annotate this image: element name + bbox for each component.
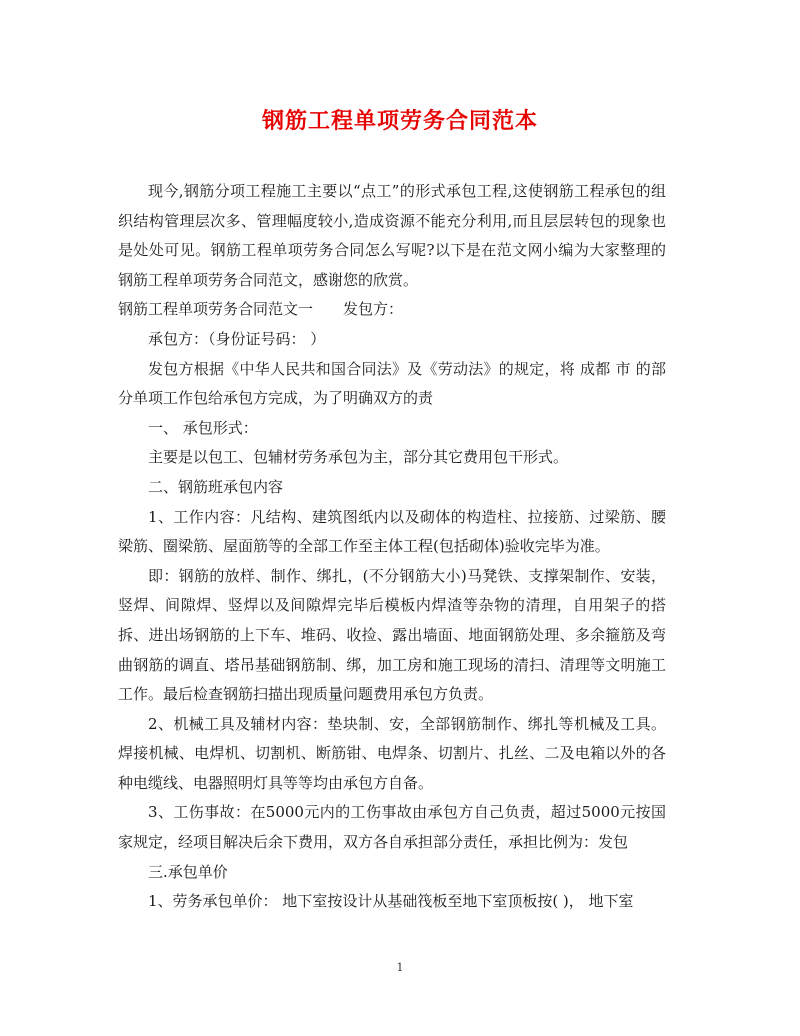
document-body (118, 177, 666, 917)
section-heading-scope: 二、钢筋班承包内容 (148, 477, 284, 496)
section-heading-sample-one: 钢筋工程单项劳务合同范文一 发包方： (118, 300, 404, 319)
unit-price-paragraph: 1、劳务承包单价： 地下室按设计从基础筏板至地下室顶板按( )， 地下室 (148, 892, 634, 911)
contract-form-paragraph: 主要是以包工、包辅材劳务承包为主，部分其它费用包干形式。 (148, 448, 569, 467)
work-content-paragraph: 1、工作内容：凡结构、建筑图纸内以及砌体的构造柱、拉接筋、过梁筋、腰梁筋、圈梁筋、屋面筋等的全部工作至主体工程(包括砌体)验收完毕为准。 (118, 507, 666, 556)
intro-paragraph: 现今,钢筋分项工程施工主要以“点工”的形式承包工程,这使钢筋工程承包的组织结构管理层次多、管理幅度较小,造成资源不能充分利用,而且层层转包的现象也是处处可见。钢筋工程单项劳务合同怎么写呢?以下是在范文网小编为大家整理的钢筋工程单项劳务合同范文，感谢您的欣赏。 (118, 182, 666, 289)
work-detail-paragraph: 即：钢筋的放样、制作、绑扎，(不分钢筋大小)马凳铁、支撑架制作、安装，竖焊、间隙焊、竖焊以及间隙焊完毕后模板内焊渣等杂物的清理，自用架子的搭拆、进出场钢筋的上下车、堆码、收捡、露出墙面、地面钢筋处理、多余箍筋及弯曲钢筋的调直、塔吊基础钢筋制、绑，加工房和施工现场的清扫、清理等文明施工工作。最后检查钢筋扫描出现质量问题费用承包方负责。 (118, 566, 666, 704)
legal-basis-paragraph: 发包方根据《中华人民共和国合同法》及《劳动法》的规定，将 成都 市 的部分单项工作包给承包方完成，为了明确双方的责 (118, 359, 666, 408)
page-title: 钢筋工程单项劳务合同范本 (261, 108, 538, 134)
injury-paragraph: 3、工伤事故：在5000元内的工伤事故由承包方自己负责，超过5000元按国家规定，经项目解决后余下费用，双方各自承担部分责任，承担比例为：发包 (118, 803, 666, 852)
section-heading-contract-form: 一、 承包形式： (148, 418, 258, 437)
tools-paragraph: 2、机械工具及辅材内容：垫块制、安，全部钢筋制作、绑扎等机械及工具。焊接机械、电焊机、切割机、断筋钳、电焊条、切割片、扎丝、二及电箱以外的各种电缆线、电器照明灯具等等均由承包方自备。 (118, 714, 666, 792)
contractor-line: 承包方：（身份证号码： ） (148, 329, 326, 348)
section-heading-unit-price: 三.承包单价 (148, 862, 228, 881)
page-number: 1 (396, 961, 404, 974)
